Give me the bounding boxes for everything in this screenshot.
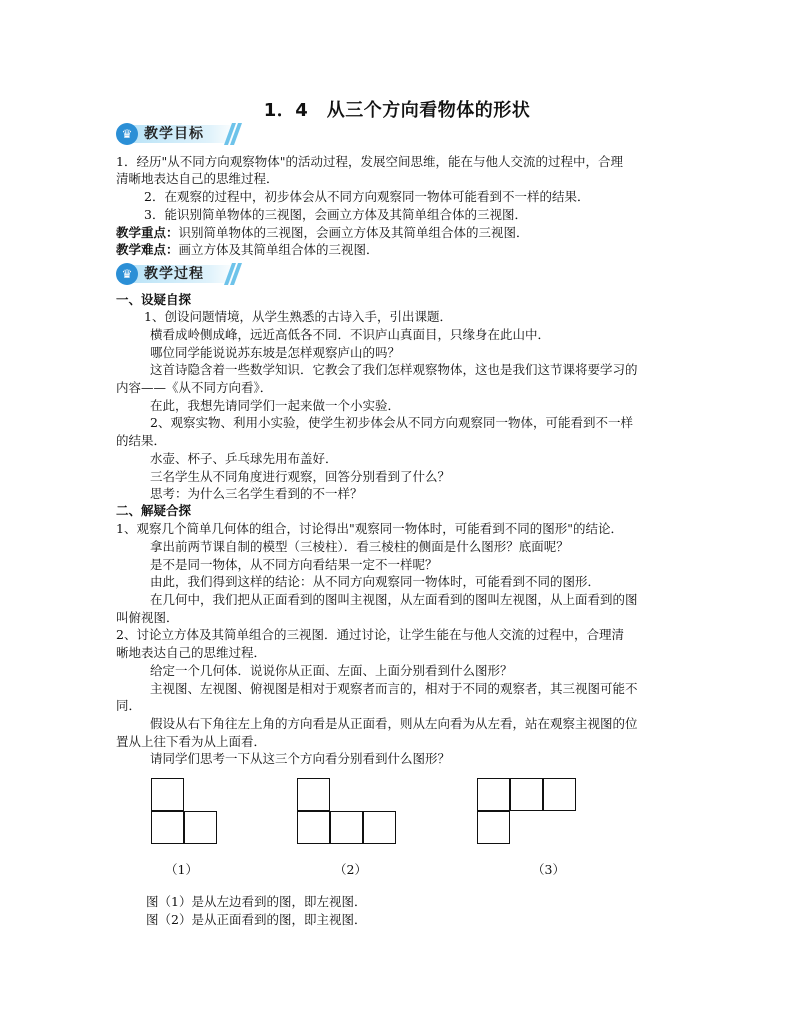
square-cell bbox=[510, 778, 543, 811]
part2-line: 给定一个几何体．说说你从正面、左面、上面分别看到什么图形？ bbox=[150, 663, 513, 678]
goal-3: 3．能识别简单物体的三视图，会画立方体及其简单组合体的三视图． bbox=[144, 207, 527, 222]
part2-line: 主视图、左视图、俯视图是相对于观察者而言的，相对于不同的观察者，其三视图可能不 bbox=[150, 681, 638, 696]
part2-line: 晰地表达自己的思维过程． bbox=[116, 645, 267, 660]
section-label-process: 教学过程 bbox=[144, 266, 204, 282]
square-cell bbox=[477, 778, 510, 811]
figure-2 bbox=[297, 778, 401, 848]
part1-line: 1、创设问题情境，从学生熟悉的古诗入手，引出课题． bbox=[144, 309, 452, 324]
part2-line: 1、观察几个简单几何体的组合，讨论得出"观察同一物体时，可能看到不同的图形"的结论． bbox=[116, 521, 623, 536]
part2-line: 是不是同一物体，从不同方向看结果一定不一样呢？ bbox=[150, 557, 438, 572]
figure-1 bbox=[151, 778, 221, 848]
part2-line: 请同学们思考一下从这三个方向看分别看到什么图形？ bbox=[150, 751, 451, 766]
footer-line: 图（2）是从正面看到的图，即主视图． bbox=[146, 912, 367, 927]
goal-2: 2．在观察的过程中，初步体会从不同方向观察同一物体可能看到不一样的结果． bbox=[144, 189, 590, 204]
part2-heading: 二、解疑合探 bbox=[116, 503, 192, 518]
section-label-goals: 教学目标 bbox=[144, 126, 204, 142]
figure-1-caption: （1） bbox=[165, 862, 198, 877]
part2-line: 叫俯视图． bbox=[116, 610, 179, 625]
goal-1a: 1．经历"从不同方向观察物体"的活动过程，发展空间思维，能在与他人交流的过程中，合理 bbox=[116, 154, 623, 169]
part1-line: 横看成岭侧成峰，远近高低各不同．不识庐山真面目，只缘身在此山中． bbox=[150, 327, 551, 342]
part1-line: 在此，我想先请同学们一起来做一个小实验． bbox=[150, 398, 401, 413]
square-cell bbox=[297, 811, 330, 844]
key-point-label: 教学重点： bbox=[116, 225, 179, 240]
section-banner-process bbox=[116, 263, 240, 285]
part1-line: 这首诗隐含着一些数学知识．它教会了我们怎样观察物体，这也是我们这节课将要学习的 bbox=[150, 362, 638, 377]
key-point-text: 识别简单物体的三视图，会画立方体及其简单组合体的三视图． bbox=[178, 225, 529, 240]
trophy-icon: ♛ bbox=[116, 263, 138, 285]
part2-line: 同． bbox=[116, 698, 142, 713]
part2-line: 假设从右下角往左上角的方向看是从正面看，则从左向看为从左看，站在观察主视图的位 bbox=[150, 716, 638, 731]
square-cell bbox=[477, 811, 510, 844]
figure-3-caption: （3） bbox=[532, 862, 565, 877]
square-cell bbox=[363, 811, 396, 844]
part2-line: 拿出前两节课自制的模型（三棱柱）．看三棱柱的侧面是什么图形？底面呢？ bbox=[150, 539, 569, 554]
key-point bbox=[116, 224, 529, 242]
part1-heading: 一、设疑自探 bbox=[116, 292, 192, 307]
square-cell bbox=[330, 811, 363, 844]
trophy-icon: ♛ bbox=[116, 123, 138, 145]
square-cell bbox=[151, 778, 184, 811]
part1-line: 2、观察实物、利用小实验，使学生初步体会从不同方向观察同一物体，可能看到不一样 bbox=[150, 415, 633, 430]
square-cell bbox=[184, 811, 217, 844]
difficult-point-text: 画立方体及其简单组合体的三视图． bbox=[178, 242, 379, 257]
page-title: 1．4 从三个方向看物体的形状 bbox=[263, 100, 531, 121]
part2-line: 置从上往下看为从上面看． bbox=[116, 734, 267, 749]
goal-1b: 清晰地表达自己的思维过程． bbox=[116, 171, 279, 186]
part1-line: 水壶、杯子、乒乓球先用布盖好． bbox=[150, 451, 338, 466]
part2-line: 在几何中，我们把从正面看到的图叫主视图，从左面看到的图叫左视图，从上面看到的图 bbox=[150, 592, 638, 607]
part2-line: 由此，我们得到这样的结论：从不同方向观察同一物体时，可能看到不同的图形． bbox=[150, 574, 601, 589]
part1-line: 哪位同学能说说苏东坡是怎样观察庐山的吗？ bbox=[150, 345, 401, 360]
square-cell bbox=[543, 778, 576, 811]
figure-2-caption: （2） bbox=[334, 862, 367, 877]
square-cell bbox=[151, 811, 184, 844]
difficult-point-label: 教学难点： bbox=[116, 242, 179, 257]
part1-line: 思考：为什么三名学生看到的不一样？ bbox=[150, 486, 363, 501]
figure-3 bbox=[477, 778, 581, 848]
difficult-point bbox=[116, 241, 379, 259]
section-banner-goals bbox=[116, 123, 240, 145]
part2-line: 2、讨论立方体及其简单组合的三视图．通过讨论，让学生能在与他人交流的过程中，合理清 bbox=[116, 627, 624, 642]
part1-line: 的结果． bbox=[116, 433, 167, 448]
part1-line: 内容——《从不同方向看》． bbox=[116, 380, 273, 395]
part1-line: 三名学生从不同角度进行观察，回答分别看到了什么？ bbox=[150, 469, 451, 484]
footer-line: 图（1）是从左边看到的图，即左视图． bbox=[146, 894, 367, 909]
square-cell bbox=[297, 778, 330, 811]
